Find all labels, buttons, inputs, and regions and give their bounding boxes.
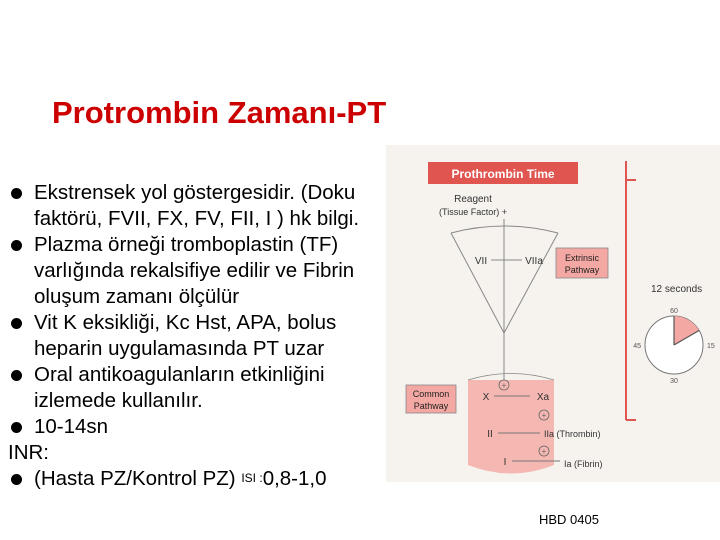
formula-text: (Hasta PZ/Kontrol PZ) [34,467,242,490]
bullet-text: Oral antikoagulanların etkinliğini [34,363,325,386]
extrinsic-label: Pathway [564,265,600,275]
bullet-dot-icon [11,240,22,251]
clock-label-right: 15 [707,343,715,350]
bullet-dot-icon [11,422,22,433]
bullet-item-formula [8,466,398,492]
inr-label: INR: [8,441,49,464]
tissue-factor-label: (Tissue Factor) + [439,207,507,217]
bullet-item [8,414,398,440]
clock-label-left: 45 [633,343,641,350]
figure-svg [386,145,720,482]
plus-sign: + [541,447,547,456]
common-label: Common [412,389,450,399]
xa-label: Xa [536,392,550,403]
bullet-dot-icon [11,318,22,329]
bullet-text: Ekstrensek yol göstergesidir. (Doku [34,181,356,204]
banner-title: Prothrombin Time [451,167,555,181]
x-label: X [482,392,490,403]
reagent-label: Reagent [454,194,492,205]
bullet-item [8,310,398,362]
formula-range: 0,8-1,0 [262,467,327,490]
prothrombin-time-figure [386,145,720,482]
bullet-text: varlığında rekalsifiye edilir ve Fibrin [34,259,355,282]
bullet-dot-icon [11,188,22,199]
clock-label-top: 60 [670,308,678,315]
bullet-item [8,180,398,232]
bullet-item [8,232,398,310]
clock-label-bottom: 30 [670,378,678,385]
ia-label: Ia (Fibrin) [564,459,603,469]
bullet-text: faktörü, FVII, FX, FV, FII, I ) hk bilgi. [34,207,360,230]
bullet-list [8,180,398,492]
bullet-text: oluşum zamanı ölçülür [34,285,240,308]
iia-label: IIa (Thrombin) [544,429,601,439]
bullet-text: 10-14sn [34,415,109,438]
plus-sign: + [541,411,547,420]
common-label: Pathway [413,401,449,411]
plus-sign: + [501,381,507,390]
seconds-label: 12 seconds [651,284,703,295]
slide-code: HBD 0405 [539,512,599,527]
i-label: I [503,457,507,468]
bullet-text: heparin uygulamasında PT uzar [34,337,325,360]
vii-label: VII [474,256,488,267]
bullet-item [8,362,398,414]
viia-label: VIIa [525,256,543,267]
slide-title: Protrombin Zamanı-PT [52,95,387,130]
bullet-text: Vit K eksikliği, Kc Hst, APA, bolus [34,311,337,334]
formula-superscript: ISI : [241,471,263,485]
bullet-text: Plazma örneği tromboplastin (TF) [34,233,339,256]
extrinsic-label: Extrinsic [564,253,600,263]
bullet-text: izlemede kullanılır. [34,389,203,412]
bullet-dot-icon [11,474,22,485]
ii-label: II [487,429,493,440]
bullet-dot-icon [11,370,22,381]
